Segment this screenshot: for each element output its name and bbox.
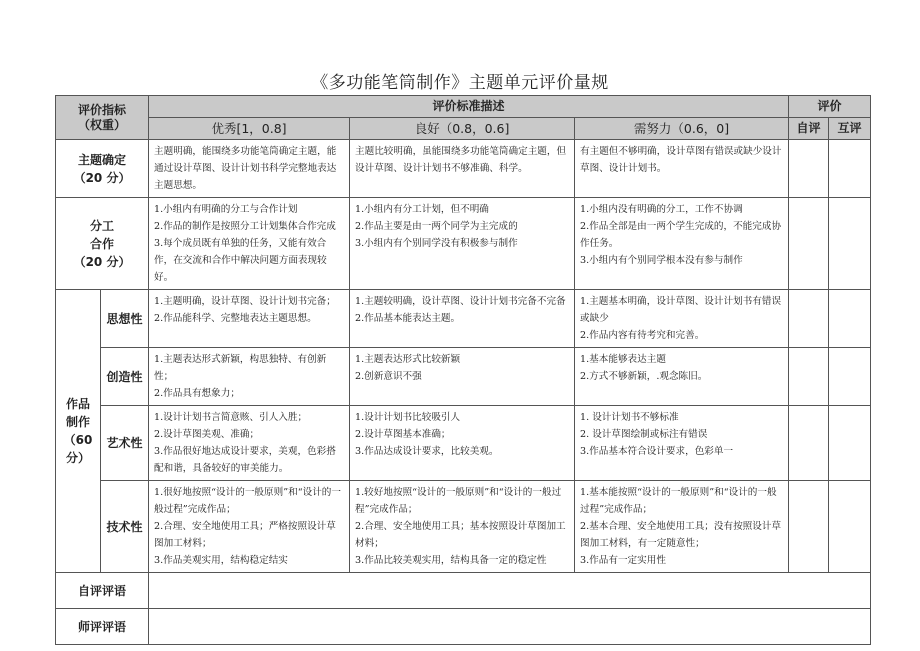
criterion-line: 3.作品很好地达成设计要求，美观，色彩搭配和谐，具备较好的审美能力。 — [154, 446, 336, 474]
row-work-art — [56, 406, 871, 481]
criterion-line: 1.基本能按照“设计的一般原则”和“设计的一般过程”完成作品； — [580, 487, 777, 515]
header-criteria: 评价标准描述 — [149, 96, 789, 118]
header-good: 良好（0.8，0.6] — [350, 118, 575, 140]
criterion-line: 2.作品的制作是按照分工计划集体合作完成 — [154, 221, 336, 232]
label-teacher-comment: 师评评语 — [56, 609, 149, 645]
header-self-eval: 自评 — [789, 118, 829, 140]
thought-good — [350, 290, 575, 348]
art-self-cell[interactable] — [789, 406, 829, 481]
criterion-line: 1.小组内有明确的分工与合作计划 — [154, 204, 298, 215]
label-self-comment: 自评评语 — [56, 573, 149, 609]
criterion-line: 2.合理、安全地使用工具；基本按照设计草图加工材料； — [355, 521, 566, 549]
criterion-line: 2. 设计草图绘制或标注有错误 — [580, 429, 708, 440]
criterion-line: 3.作品比较美观实用，结构具备一定的稳定性 — [355, 555, 547, 566]
row-theme — [56, 140, 871, 198]
row-teamwork — [56, 198, 871, 290]
teamwork-self-cell[interactable] — [789, 198, 829, 290]
art-peer-cell[interactable] — [829, 406, 871, 481]
label-theme — [56, 140, 149, 198]
label-tech: 技术性 — [101, 481, 149, 573]
header-needs-effort: 需努力（0.6，0] — [575, 118, 789, 140]
tech-excellent — [149, 481, 350, 573]
label-theme-weight: （20 分） — [73, 170, 131, 185]
criterion-line: 2.基本合理、安全地使用工具；没有按照设计草图加工材料，有一定随意性； — [580, 521, 782, 549]
criterion-line: 1.设计计划书言简意赅、引人入胜； — [154, 412, 308, 423]
criterion-line: 2.作品具有想象力； — [154, 388, 240, 399]
header-evaluation: 评价 — [789, 96, 871, 118]
criterion-line: 2.设计草图基本准确； — [355, 429, 451, 440]
art-good — [350, 406, 575, 481]
label-theme-text: 主题确定 — [78, 152, 127, 167]
label-teamwork-weight: （20 分） — [73, 254, 131, 269]
criterion-line: 2.作品能科学、完整地表达主题思想。 — [154, 313, 317, 324]
label-work-weight: （60 分） — [63, 433, 93, 465]
criterion-line: 2.方式不够新颖，.观念陈旧。 — [580, 371, 708, 382]
row-work-creative — [56, 348, 871, 406]
criterion-line: 1.主题表达形式比较新颖 — [355, 354, 461, 365]
header-excellent: 优秀[1，0.8] — [149, 118, 350, 140]
tech-self-cell[interactable] — [789, 481, 829, 573]
art-needs — [575, 406, 789, 481]
criterion-line: 3.作品基本符合设计要求，色彩单一 — [580, 446, 734, 457]
label-work-line2: 制作 — [65, 415, 90, 429]
label-thought: 思想性 — [101, 290, 149, 348]
creative-needs — [575, 348, 789, 406]
label-teamwork — [56, 198, 149, 290]
teamwork-good — [350, 198, 575, 290]
row-self-comment — [56, 573, 871, 609]
criterion-line: 2.作品主要是由一两个同学为主完成的 — [355, 221, 518, 232]
label-teamwork-line2: 合作 — [90, 236, 115, 251]
criterion-line: 3.作品美观实用，结构稳定结实 — [154, 555, 288, 566]
tech-peer-cell[interactable] — [829, 481, 871, 573]
thought-self-cell[interactable] — [789, 290, 829, 348]
rubric-table — [55, 95, 871, 645]
criterion-line: 2.创新意识不强 — [355, 371, 422, 382]
theme-self-cell[interactable] — [789, 140, 829, 198]
header-peer-eval: 互评 — [829, 118, 871, 140]
criterion-line: 1.主题较明确，设计草图、设计计划书完备不完备 — [355, 296, 566, 307]
self-comment-field[interactable] — [149, 573, 871, 609]
criterion-line: 1. 设计计划书不够标准 — [580, 412, 679, 423]
creative-excellent — [149, 348, 350, 406]
creative-self-cell[interactable] — [789, 348, 829, 406]
criterion-line: 2.合理、安全地使用工具；严格按照设计草图加工材料； — [154, 521, 336, 549]
page-title: 《多功能笔筒制作》主题单元评价量规 — [311, 73, 609, 93]
criterion-line: 1.设计计划书比较吸引人 — [355, 412, 461, 423]
thought-needs — [575, 290, 789, 348]
header-weight-label: （权重） — [78, 117, 127, 132]
criterion-line: 主题比较明确，虽能围绕多功能笔筒确定主题，但设计草图、设计计划书不够准确、科学。 — [355, 146, 567, 174]
art-excellent — [149, 406, 350, 481]
row-teacher-comment — [56, 609, 871, 645]
criterion-line: 1.基本能够表达主题 — [580, 354, 666, 365]
criterion-line: 2.设计草图美观、准确； — [154, 429, 260, 440]
header-indicator-label: 评价指标 — [78, 102, 127, 117]
creative-peer-cell[interactable] — [829, 348, 871, 406]
criterion-line: 1.小组内没有明确的分工，工作不协调 — [580, 204, 743, 215]
creative-good — [350, 348, 575, 406]
teacher-comment-field[interactable] — [149, 609, 871, 645]
teamwork-excellent — [149, 198, 350, 290]
label-creative: 创造性 — [101, 348, 149, 406]
criterion-line: 3.作品有一定实用性 — [580, 555, 666, 566]
criterion-line: 有主题但不够明确，设计草图有错误或缺少设计草图、设计计划书。 — [580, 146, 782, 174]
header-indicator — [56, 96, 149, 140]
criterion-line: 3.小组内有个别同学根本没有参与制作 — [580, 255, 743, 266]
tech-good — [350, 481, 575, 573]
criterion-line: 3.每个成员既有单独的任务，又能有效合作，在交流和合作中解决问题方面表现较好。 — [154, 238, 327, 283]
theme-peer-cell[interactable] — [829, 140, 871, 198]
label-teamwork-line1: 分工 — [90, 218, 115, 233]
tech-needs — [575, 481, 789, 573]
row-work-thought — [56, 290, 871, 348]
row-work-tech — [56, 481, 871, 573]
criterion-line: 主题明确，能围绕多功能笔筒确定主题，能通过设计草图、设计计划书科学完整地表达主题思想。 — [154, 146, 337, 191]
thought-peer-cell[interactable] — [829, 290, 871, 348]
criterion-line: 3.作品达成设计要求，比较美观。 — [355, 446, 499, 457]
criterion-line: 2.作品全部是由一两个学生完成的，不能完成协作任务。 — [580, 221, 782, 249]
label-work — [56, 290, 101, 573]
criterion-line: 1.很好地按照“设计的一般原则”和“设计的一般过程”完成作品； — [154, 487, 341, 515]
criterion-line: 3.小组内有个别同学没有积极参与制作 — [355, 238, 518, 249]
criterion-line: 1.小组内有分工计划，但不明确 — [355, 204, 489, 215]
criterion-line: 1.主题表达形式新颖，构思独特、有创新性； — [154, 354, 327, 382]
teamwork-peer-cell[interactable] — [829, 198, 871, 290]
criterion-line: 2.作品基本能表达主题。 — [355, 313, 461, 324]
theme-good — [350, 140, 575, 198]
theme-excellent — [149, 140, 350, 198]
criterion-line: 1.主题明确，设计草图、设计计划书完备； — [154, 296, 336, 307]
label-work-line1: 作品 — [65, 397, 90, 411]
theme-needs — [575, 140, 789, 198]
teamwork-needs — [575, 198, 789, 290]
label-art: 艺术性 — [101, 406, 149, 481]
criterion-line: 1.较好地按照“设计的一般原则”和“设计的一般过程”完成作品； — [355, 487, 562, 515]
criterion-line: 1.主题基本明确，设计草图、设计计划书有错误或缺少 — [580, 296, 782, 324]
criterion-line: 2.作品内容有待考究和完善。 — [580, 330, 705, 341]
thought-excellent — [149, 290, 350, 348]
